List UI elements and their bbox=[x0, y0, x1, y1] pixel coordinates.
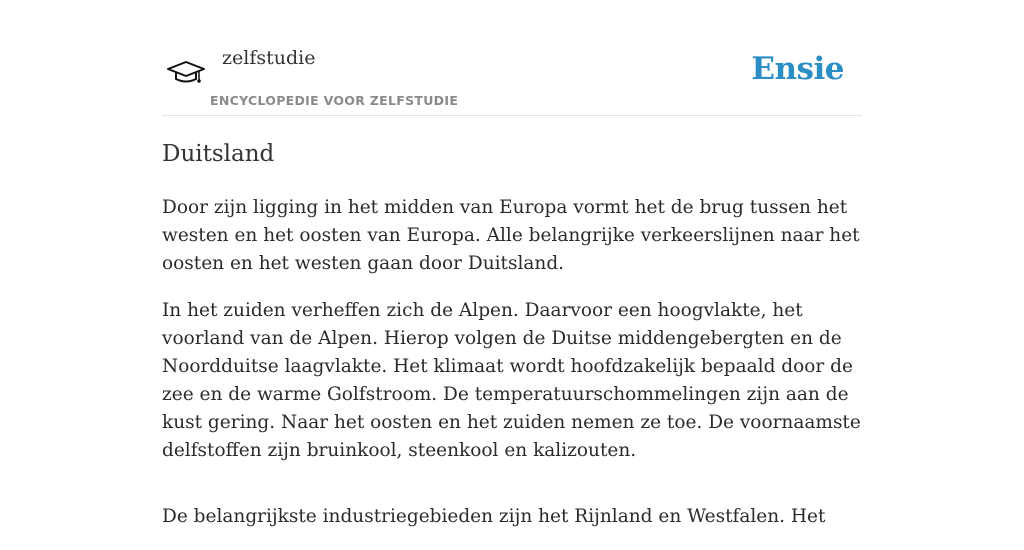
site-tagline: ENCYCLOPEDIE VOOR ZELFSTUDIE bbox=[210, 93, 459, 108]
graduation-cap-svg bbox=[166, 52, 206, 92]
site-name[interactable]: zelfstudie bbox=[222, 47, 316, 69]
article-title: Duitsland bbox=[162, 141, 275, 167]
graduation-cap-icon[interactable] bbox=[166, 52, 206, 92]
article-paragraph: Door zijn ligging in het midden van Europa vormt het de brug tussen het westen en het oosten van Europa. Alle belangrijke verkeerslijnen naar het oosten en het westen gaan door Duitsland. bbox=[162, 197, 860, 274]
article bbox=[162, 138, 862, 550]
site-header bbox=[162, 0, 862, 116]
article-paragraph: In het zuiden verheffen zich de Alpen. Daarvoor een hoogvlakte, het voorland van de Alpen. Hierop volgen de Duitse middengebergten en de Noordduitse laagvlakte. Het klimaat wordt hoofdzakelijk bepaald door de zee en de warme Golfstroom. De temperatuurschommelingen zijn aan de kust gering. Naar het oosten en het zuiden nemen ze toe. De voornaamste delfstoffen zijn bruinkool, steenkool en kalizouten. bbox=[162, 300, 861, 461]
article-paragraph: De belangrijkste industriegebieden zijn het Rijnland en Westfalen. Het bbox=[162, 506, 826, 527]
brand-logo-link[interactable]: Ensie bbox=[751, 51, 844, 87]
